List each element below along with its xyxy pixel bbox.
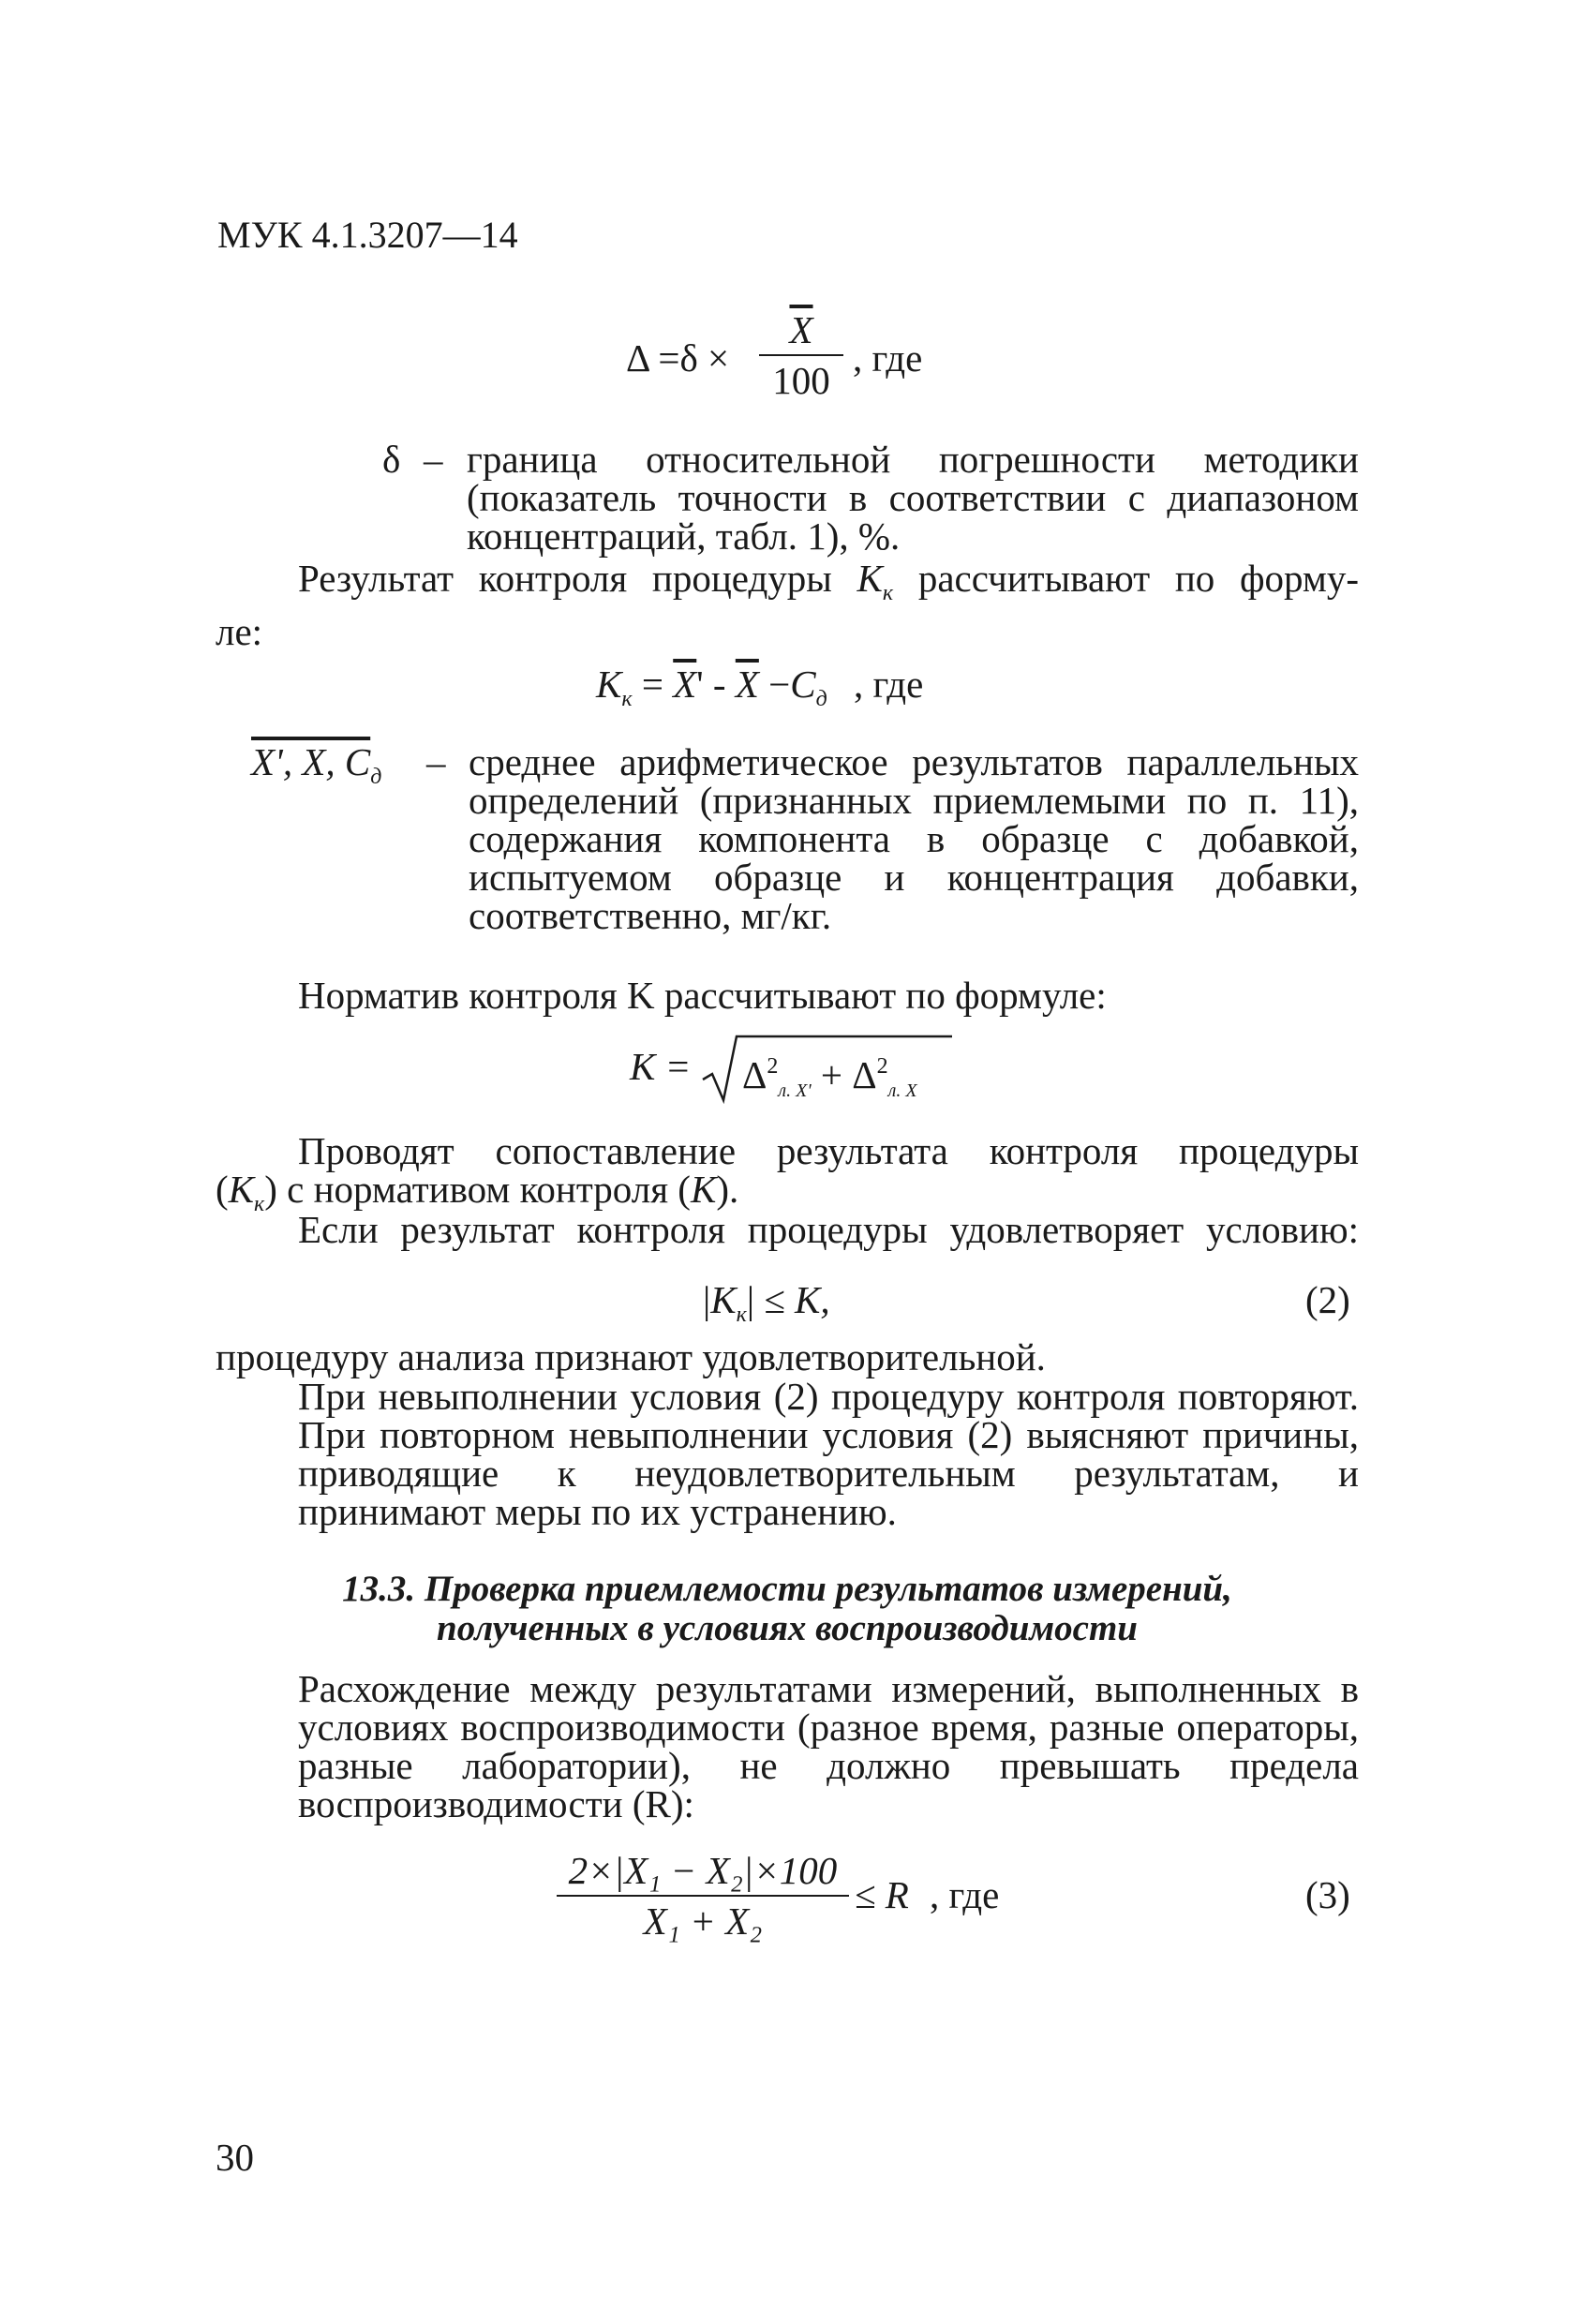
formula-kk-x2: $\overline{X}$ [735, 663, 759, 706]
formula-k-term2-sup: 2 [876, 1054, 888, 1079]
formula-k-term1: Δ [742, 1053, 767, 1096]
formula-kk-x1: $\overline{X}$ [673, 663, 697, 706]
formula-cond [703, 1278, 830, 1334]
formula-cond-rhs: ≤ K, [764, 1278, 830, 1321]
equation-number-2: (2) [1305, 1278, 1350, 1321]
def-kk-text: среднее арифметическое результатов параллельных определений (признанных приемлемыми по п. 11), содержания компонента в образце с добавкой, испытуемом образце и концентрация добавки, соответственно, мг/кг. [469, 740, 1359, 937]
document-code: МУК 4.1.3207—14 [217, 214, 518, 256]
para-compare-line2: $(K_к)$ с нормативом контроля (K). [216, 1168, 739, 1216]
formula-k-radicand [742, 1048, 917, 1110]
para-result [216, 559, 1359, 651]
def-delta-symbol: δ [382, 438, 401, 481]
formula-k-lhs: K = [630, 1045, 692, 1088]
formula-repro-where: , где [930, 1873, 1000, 1916]
equation-number-3: (3) [1305, 1873, 1350, 1916]
formula-kk-c: C [790, 663, 816, 706]
para-result-text-after: рассчитывают по форму- [917, 557, 1360, 600]
formula-cond-k-sub: к [736, 1303, 747, 1327]
formula-repro-rhs: ≤ R [855, 1873, 909, 1916]
para-result-symbol-sub: к [882, 581, 894, 605]
page-number: 30 [216, 2136, 254, 2179]
formula-repro-denominator: X₁ + X₂ [643, 1899, 763, 1943]
def-kk-symbols-sub: д [370, 765, 382, 789]
formula-kk-minus1: - [703, 663, 736, 706]
formula-kk-eq: = [632, 663, 674, 706]
formula-k-term1-sup: 2 [767, 1054, 779, 1079]
formula-delta-lhs: Δ =δ × [626, 336, 730, 380]
formula-cond-k: K [710, 1278, 737, 1321]
para-norm: Норматив контроля K рассчитывают по формуле: [298, 974, 1107, 1017]
formula-k-term1-sub: л. X' [778, 1080, 812, 1101]
formula-cond-bar-close: | [746, 1278, 755, 1321]
formula-k-plus: + [811, 1053, 853, 1096]
section-heading-line1: 13.3. Проверка приемлемости результатов измерений, [342, 1569, 1232, 1609]
formula-repro-numerator: 2×|X₁ − X₂|×100 [568, 1849, 838, 1892]
formula-kk-where: , где [853, 663, 924, 706]
para-if: Если результат контроля процедуры удовлетворяет условию: [298, 1208, 1359, 1251]
formula-kk-k-sub: к [621, 687, 633, 711]
formula-kk-k: K [596, 663, 622, 706]
formula-k-term2: Δ [852, 1053, 877, 1096]
para-result-symbol: K [857, 557, 883, 600]
para-result-text-before: Результат контроля процедуры [298, 557, 832, 600]
formula-repro-fraction [557, 1850, 849, 1942]
formula-kk-c-sub: д [815, 687, 827, 711]
section-heading [216, 1570, 1359, 1648]
def-kk-symbols: X', X, $C_д$ [251, 740, 382, 789]
formula-k-term2-sub: л. X [887, 1080, 917, 1101]
formula-delta-fraction [759, 309, 843, 401]
formula-kk [596, 665, 923, 719]
para-compare-line1: Проводят сопоставление результата контроля процедуры [298, 1129, 1359, 1172]
formula-kk-prime: ' [696, 663, 704, 706]
para-fail: При невыполнении условия (2) процедуру контроля повторяют. При повторном невыполнении условия (2) выясняют причины, приводящие к неудовлетворительным результатам, и принимают меры по их устранению. [298, 1375, 1359, 1533]
formula-delta-numerator: $\overline{X}$ [789, 308, 813, 351]
para-result-text-cont: ле: [216, 610, 263, 653]
fraction-bar [557, 1895, 849, 1897]
para-repro: Расхождение между результатами измерений, выполненных в условиях воспроизводимости (разное время, разные операторы, разные лаборатории), не должно превышать предела воспроизводимости (R): [298, 1667, 1359, 1825]
def-kk-dash: – [426, 740, 446, 783]
formula-cond-bar-open: | [703, 1278, 711, 1321]
fraction-bar [759, 354, 843, 356]
def-delta-dash: – [424, 438, 443, 481]
para-accept: процедуру анализа признают удовлетворительной. [216, 1335, 1046, 1378]
formula-delta-denominator: 100 [772, 359, 830, 402]
formula-kk-minus2: − [758, 663, 791, 706]
formula-delta-where: , где [853, 336, 923, 380]
def-delta-text: граница относительной погрешности методики (показатель точности в соответствии с диапазоном концентраций, табл. 1), %. [467, 438, 1359, 558]
section-heading-line2: полученных в условиях воспроизводимости [437, 1608, 1138, 1648]
